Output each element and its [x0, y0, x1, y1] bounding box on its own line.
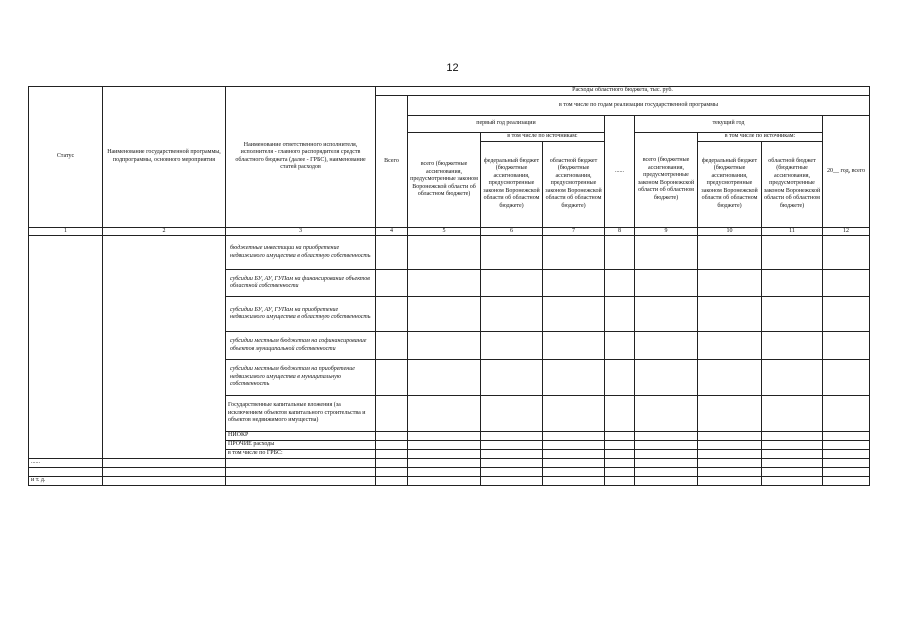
row-label: субсидии местным бюджетам на софинансирование объектов муниципальной собственности — [226, 332, 376, 360]
status-cell — [29, 236, 103, 459]
header-dots: ...... — [605, 116, 635, 228]
column-number: 6 — [481, 227, 543, 236]
table-row — [29, 477, 870, 486]
column-number: 10 — [698, 227, 762, 236]
header-col-all-2: всего (бюджетные ассигнования, предусмотренные законом Воронежской области об областном бюджете) — [635, 133, 698, 228]
header-by-sources-1: в том числе по источникам: — [481, 133, 605, 142]
column-number: 5 — [408, 227, 481, 236]
table-row — [29, 236, 870, 270]
footer-row-label: ...... — [29, 459, 103, 468]
header-first-year: первый год реализации — [408, 116, 605, 133]
column-number: 4 — [376, 227, 408, 236]
column-number: 3 — [226, 227, 376, 236]
footer-row-label — [29, 468, 103, 477]
page-number: 12 — [446, 62, 459, 74]
header-executor: Наименование ответственного исполнителя, исполнителя - главного распорядителя средств областного бюджета (далее - ГРБС), наименование статей расходов — [226, 87, 376, 228]
column-number: 9 — [635, 227, 698, 236]
budget-expenses-table — [28, 86, 870, 486]
footer-row-label: и т. д. — [29, 477, 103, 486]
header-col-fed-2: федеральный бюджет (бюджетные ассигнования, предусмотренные законом Воронежской области об областном бюджете) — [698, 141, 762, 227]
row-label: субсидии БУ, АУ, ГУПам на приобретение недвижимого имущества в областную собственность — [226, 297, 376, 332]
header-col-reg-2: областной бюджет (бюджетные ассигнования, предусмотренные законом Воронежской области об областном бюджете) — [762, 141, 823, 227]
table-row — [29, 468, 870, 477]
header-col-fed-1: федеральный бюджет (бюджетные ассигнования, предусмотренные законом Воронежской области об областном бюджете) — [481, 141, 543, 227]
header-by-years: в том числе по годам реализации государственной программы — [408, 96, 870, 116]
column-number: 2 — [103, 227, 226, 236]
header-status: Статус — [29, 87, 103, 228]
header-expenses-title: Расходы областного бюджета, тыс. руб. — [376, 87, 870, 96]
table-row — [29, 459, 870, 468]
row-label: субсидии местным бюджетам на приобретение недвижимого имущества в муниципальную собственность — [226, 360, 376, 396]
header-total: Всего — [376, 96, 408, 228]
row-label: Государственные капитальные вложения (за исключением объектов капитального строительства и объектов недвижимого имущества) — [226, 396, 376, 432]
header-col-all-1: всего (бюджетные ассигнования, предусмотренные законом Воронежской области об областном бюджете) — [408, 133, 481, 228]
header-current-year: текущий год — [635, 116, 823, 133]
column-number: 7 — [543, 227, 605, 236]
column-numbers-row — [29, 227, 870, 236]
row-label: в том числе по ГРБС: — [226, 450, 376, 459]
column-number: 1 — [29, 227, 103, 236]
row-label: ПРОЧИЕ расходы — [226, 441, 376, 450]
row-label: субсидии БУ, АУ, ГУПам на финансирование объектов областной собственности — [226, 270, 376, 297]
row-label: НИОКР — [226, 432, 376, 441]
row-label: бюджетные инвестиции на приобретение недвижимого имущества в областную собственность — [226, 236, 376, 270]
header-year-total: 20__ год, всего — [823, 116, 870, 228]
column-number: 8 — [605, 227, 635, 236]
header-col-reg-1: областной бюджет (бюджетные ассигнования, предусмотренные законом Воронежской области об областном бюджете) — [543, 141, 605, 227]
column-number: 11 — [762, 227, 823, 236]
header-by-sources-2: в том числе по источникам: — [698, 133, 823, 142]
column-number: 12 — [823, 227, 870, 236]
header-program-name: Наименование государственной программы, подпрограммы, основного мероприятия — [103, 87, 226, 228]
program-cell — [103, 236, 226, 459]
